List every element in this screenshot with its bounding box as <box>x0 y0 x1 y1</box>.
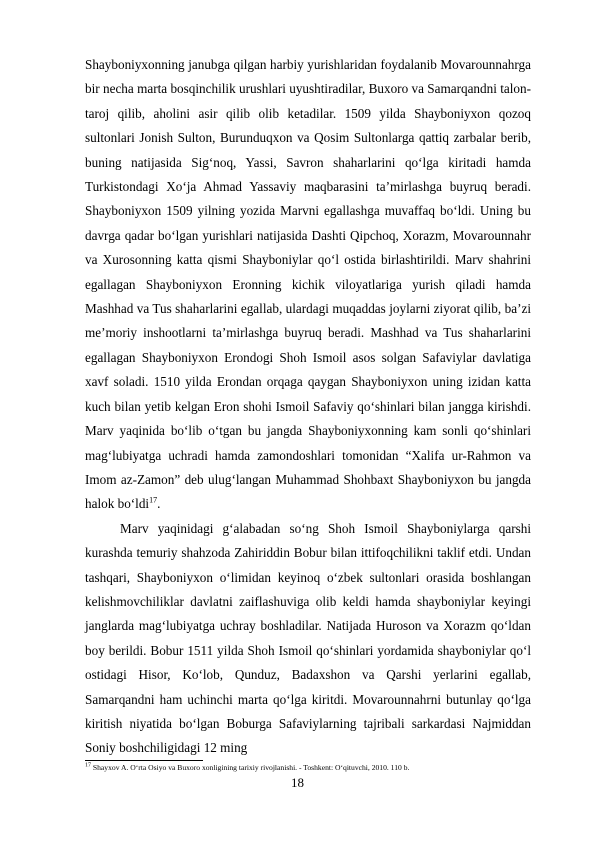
footnote-text: Shayxov A. O‘rta Osiyo va Buxoro xonligining tarixiy rivojlanishi. - Toshkent: O‘qituvchi, 2010. 110 b. <box>92 763 410 772</box>
paragraph-1-tail: . <box>157 496 161 512</box>
footnote <box>85 763 531 773</box>
paragraph-2-text: Marv yaqinidagi g‘alabadan so‘ng Shoh Ismoil Shayboniylarga qarshi kurashda temuriy shahzoda Zahiriddin Bobur bilan ittifoqchilikni taklif etdi. Undan tashqari, Shayboniyxon o‘limidan keyinoq o‘zbek sultonlari orasida boshlangan kelishmovchiliklar davlatni zaiflashuviga olib keldi hamda shayboniylar keyingi janglarda mag‘lubiyatga uchray boshladilar. Natijada Huroson va Xorazm qo‘ldan boy berildi. Bobur 1511 yilda Shoh Ismoil qo‘shinlari yordamida shayboniylar qo‘l ostidagi Hisor, Ko‘lob, Qunduz, Badaxshon va Qarshi yerlarini egallab, Samarqandni ham uchinchi marta qo‘lga kiritdi. Movarounnahrni butunlay qo‘lga kiritish niyatida bo‘lgan Boburga Safaviylarning tajribali sarkardasi Najmiddan Soniy boshchiligidagi 12 ming <box>85 520 531 756</box>
paragraph-1 <box>85 53 531 517</box>
paragraph-1-text: Shayboniyxonning janubga qilgan harbiy yurishlaridan foydalanib Movarounnahrga bir necha marta bosqinchilik urushlari uyushtiradilar, Buxoro va Samarqandni talon-taroj qilib, aholini asir qilib olib ketadilar. 1509 yilda Shayboniyxon qozoq sultonlari Jonish Sulton, Burunduqxon va Qosim Sultonlarga qattiq zarbalar berib, buning natijasida Sig‘noq, Yassi, Savron shaharlarini qo‘lga kiritadi hamda Turkistondagi Xo‘ja Ahmad Yassaviy maqbarasini ta’mirlashga buyruq beradi. Shayboniyxon 1509 yilning yozida Marvni egallashga muvaffaq bo‘ldi. Uning bu davrga qadar bo‘lgan yurishlari natijasida Dashti Qipchoq, Xorazm, Movarounnahr va Xurosonning katta qismi Shayboniylar qo‘l ostida birlashtirildi. Marv shahrini egallagan Shayboniyxon Eronning kichik viloyatlariga yurish qiladi hamda Mashhad va Tus shaharlarini egallab, ulardagi muqaddas joylarni ziyorat qilib, ba’zi me’moriy inshootlarni ta’mirlashga buyruq beradi. Mashhad va Tus shaharlarini egallagan Shayboniyxon Erondogi Shoh Ismoil asos solgan Safaviylar davlatiga xavf soladi. 1510 yilda Erondan orqaga qaygan Shayboniyxon uning izidan katta kuch bilan yetib kelgan Eron shohi Ismoil Safaviy qo‘shinlari bilan jangga kirishdi. Marv yaqinida bo‘lib o‘tgan bu jangda Shayboniyxonning kam sonli qo‘shinlari mag‘lubiyatga uchradi hamda zamondoshlari tomonidan “Xalifa ur-Rahmon va Imom az-Zamon” deb ulug‘langan Muhammad Shohbaxt Shayboniyxon bu jangda halok bo‘ldi <box>85 57 531 512</box>
footnote-number: 17 <box>85 762 91 769</box>
paragraph-2 <box>85 517 531 761</box>
page-number: 18 <box>291 775 304 790</box>
footnote-separator <box>85 760 203 761</box>
footnote-reference[interactable]: 17 <box>149 495 158 505</box>
document-body <box>85 53 531 761</box>
